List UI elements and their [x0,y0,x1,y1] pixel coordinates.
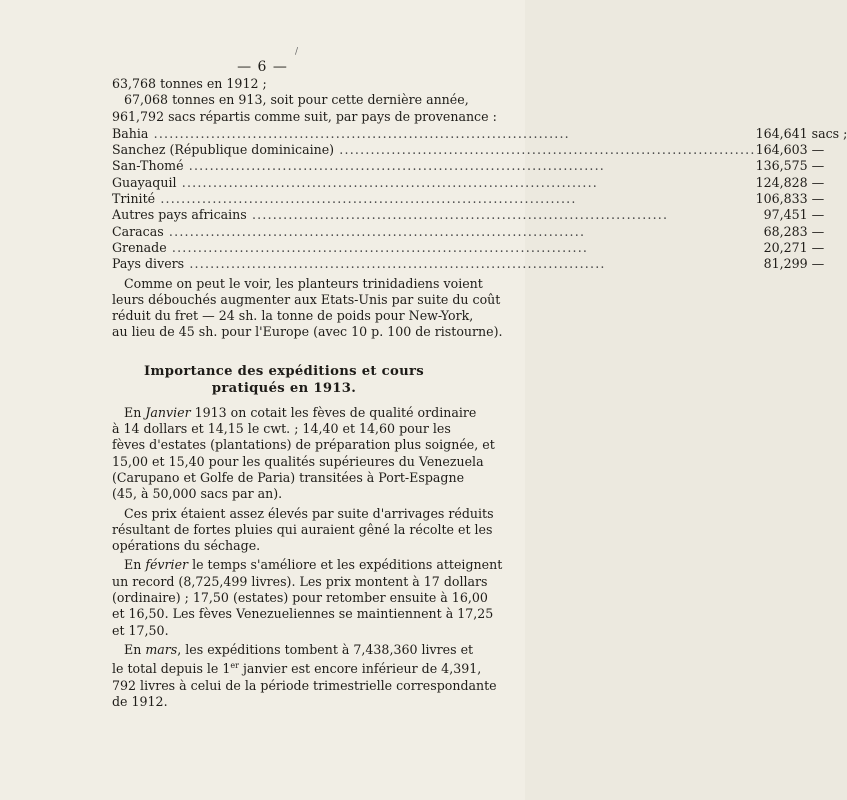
provenance-row [112,224,847,240]
paragraph-line: de 1912. [112,693,168,709]
paragraph-mars [112,641,497,710]
paragraph-line: le total depuis le 1er janvier est encore inférieur de 4,391, [112,661,482,677]
unit-label: — [811,191,825,207]
comment-line: réduit du fret — 24 sh. la tonne de poids pour New-York, [112,308,474,324]
leader-dots: ................................................................................ [184,256,606,272]
unit-label: — [811,256,825,272]
paragraph-line: résultant de fortes pluies qui auraient gêné la récolte et les [112,521,493,537]
paragraph-prix [112,505,494,555]
sacks-value: 81,299 [763,256,808,272]
sacks-value: 20,271 [763,239,808,255]
country-name: Caracas [112,223,164,239]
country-name: Pays divers [112,256,185,272]
unit-label: — [811,239,825,255]
heading-line-1: Importance des expéditions et cours [144,363,424,379]
provenance-row [112,175,847,191]
provenance-table [112,126,847,273]
paragraph-line: 15,00 et 15,40 pour les qualités supérieures du Venezuela [112,453,484,469]
paragraph-line: à 14 dollars et 14,15 le cwt. ; 14,40 et 14,60 pour les [112,421,451,437]
sacks-value: 164,641 [755,125,808,141]
comment-line: Comme on peut le voir, les planteurs trinidadiens voient [124,275,483,291]
unit-label: sacs ; [811,125,847,141]
provenance-row [112,142,847,158]
intro-line-3: 961,792 sacs répartis comme suit, par pays de provenance : [112,108,497,124]
sacks-value: 124,828 [755,174,808,190]
country-name: San-Thomé [112,158,184,174]
unit-label: — [811,174,825,190]
month-mars: mars [145,641,178,657]
sacks-value: 164,603 [755,142,808,158]
leader-dots: ................................................................................ [166,239,589,255]
paragraph-line: opérations du séchage. [112,538,261,554]
comment-paragraph [112,275,503,341]
comment-line: leurs débouchés augmenter aux Etats-Unis par suite du coût [112,291,501,307]
heading-line-2: pratiqués en 1913. [211,380,357,396]
leader-dots: ................................................................................ [163,223,586,239]
page-number: — 6 — [237,59,288,75]
leader-dots: ................................................................................ [148,125,570,141]
paragraph-line: En février le temps s'améliore et les expéditions atteignent [124,557,503,573]
country-name: Guayaquil [112,174,177,190]
provenance-row [112,207,847,223]
month-fevrier: février [145,557,189,573]
leader-dots: ................................................................................ [334,142,756,158]
provenance-row [112,256,847,272]
paragraph-line: En Janvier 1913 on cotait les fèves de qualité ordinaire [124,404,477,420]
paragraph-line: 792 livres à celui de la période trimestrielle correspondante [112,677,497,693]
leader-dots: ................................................................................ [176,174,598,190]
leader-dots: ................................................................................ [183,158,606,174]
sacks-value: 97,451 [763,207,808,223]
unit-label: — [811,223,825,239]
sacks-value: 136,575 [755,158,808,174]
paragraph-line: Ces prix étaient assez élevés par suite d'arrivages réduits [124,505,494,521]
intro-line-2: 67,068 tonnes en 913, soit pour cette dernière année, [124,92,469,108]
provenance-row [112,240,847,256]
paragraph-line: (ordinaire) ; 17,50 (estates) pour retomber ensuite à 16,00 [112,590,488,606]
comment-line: au lieu de 45 sh. pour l'Europe (avec 10 p. 100 de ristourne). [112,324,503,340]
section-heading [112,363,456,397]
provenance-row [112,191,847,207]
leader-dots: ................................................................................ [155,191,577,207]
paragraph-line: et 17,50. [112,622,169,638]
unit-label: — [811,207,825,223]
month-janvier: Janvier [145,404,191,420]
sacks-value: 68,283 [763,223,808,239]
unit-label: — [811,142,825,158]
paragraph-janvier [112,404,495,503]
country-name: Trinité [112,191,156,207]
country-name: Grenade [112,239,167,255]
country-name: Sanchez (République dominicaine) [112,142,335,158]
paragraph-line: (45, à 50,000 sacs par an). [112,486,283,502]
intro-line-1: 63,768 tonnes en 1912 ; [112,76,267,91]
paragraph-line: et 16,50. Les fèves Venezueliennes se maintiennent à 17,25 [112,606,494,622]
country-name: Bahia [112,125,149,141]
stray-mark: / [295,47,299,57]
provenance-row [112,158,847,174]
paragraph-line: un record (8,725,499 livres). Les prix montent à 17 dollars [112,573,488,589]
sacks-value: 106,833 [755,191,808,207]
paragraph-line: (Carupano et Golfe de Paria) transitées à Port-Espagne [112,469,465,485]
paragraph-line: fèves d'estates (plantations) de préparation plus soignée, et [112,437,495,453]
page-body [112,76,847,710]
leader-dots: ................................................................................ [246,207,669,223]
country-name: Autres pays africains [112,207,247,223]
unit-label: — [811,158,825,174]
paragraph-fevrier [112,557,503,638]
paragraph-line: En mars, les expéditions tombent à 7,438,360 livres et [124,641,474,657]
provenance-row [112,126,847,142]
